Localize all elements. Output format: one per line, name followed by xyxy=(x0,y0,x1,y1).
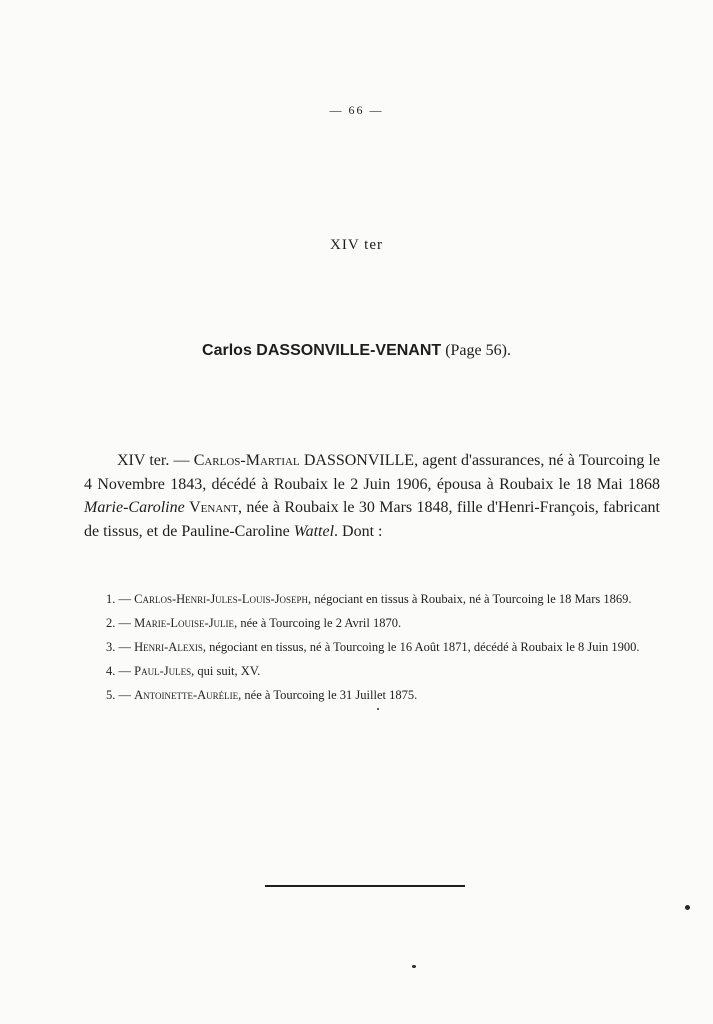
child-number: 4. — xyxy=(106,664,131,678)
child-name: Antoinette-Aurélie xyxy=(134,688,239,702)
child-details: , née à Tourcoing le 2 Avril 1870. xyxy=(234,616,402,630)
subject-surname: DASSONVILLE xyxy=(303,452,415,469)
subject-name: Carlos-Martial xyxy=(193,452,300,469)
child-details: , négociant en tissus, né à Tourcoing le 16 Août 1871, décédé à Roubaix le 8 Juin 1900. xyxy=(202,640,640,654)
biography-lead: XIV ter. — xyxy=(117,452,190,469)
biography-text-2: , née à Roubaix le 30 Mars 1848, fille d'Henri-François, fabricant de tissus, et de Pauline-Caroline xyxy=(84,499,660,540)
child-name: Henri-Alexis xyxy=(134,640,203,654)
biography-text-1: , agent d'assurances, né à Tourcoing le 4 Novembre 1843, décédé à Roubaix le 2 Juin 1906, épousa à Roubaix le 18 Mai 1868 xyxy=(84,452,661,493)
child-number: 3. — xyxy=(106,640,131,654)
list-item xyxy=(84,664,660,680)
list-item xyxy=(84,640,660,656)
child-number: 2. — xyxy=(106,616,131,630)
list-item xyxy=(84,616,660,632)
heading-page-reference: (Page 56). xyxy=(445,342,511,359)
spouse-surname: Venant xyxy=(189,499,238,516)
person-heading xyxy=(0,342,713,360)
scan-speck xyxy=(377,708,379,710)
spouse-name: Marie-Caroline xyxy=(84,499,185,516)
child-details: , qui suit, XV. xyxy=(191,664,261,678)
list-item xyxy=(84,592,660,608)
child-details: , née à Tourcoing le 31 Juillet 1875. xyxy=(238,688,418,702)
child-number: 5. — xyxy=(106,688,131,702)
child-name: Carlos-Henri-Jules-Louis-Joseph xyxy=(134,592,309,606)
biography-paragraph xyxy=(84,449,660,543)
scan-speck xyxy=(412,965,416,968)
children-list xyxy=(84,592,660,712)
list-item xyxy=(84,688,660,704)
child-name: Paul-Jules xyxy=(134,664,192,678)
scan-speck xyxy=(685,905,690,910)
heading-name: Carlos DASSONVILLE-VENANT xyxy=(202,342,442,359)
child-number: 1. — xyxy=(106,592,131,606)
biography-text-3: . Dont : xyxy=(334,522,383,540)
child-details: , négociant en tissus à Roubaix, né à Tourcoing le 18 Mars 1869. xyxy=(308,592,632,606)
end-divider xyxy=(265,885,465,887)
page-number: — 66 — xyxy=(329,103,384,117)
child-name: Marie-Louise-Julie xyxy=(134,616,235,630)
mother-surname: Wattel xyxy=(293,522,335,540)
section-number: XIV ter xyxy=(330,237,383,253)
